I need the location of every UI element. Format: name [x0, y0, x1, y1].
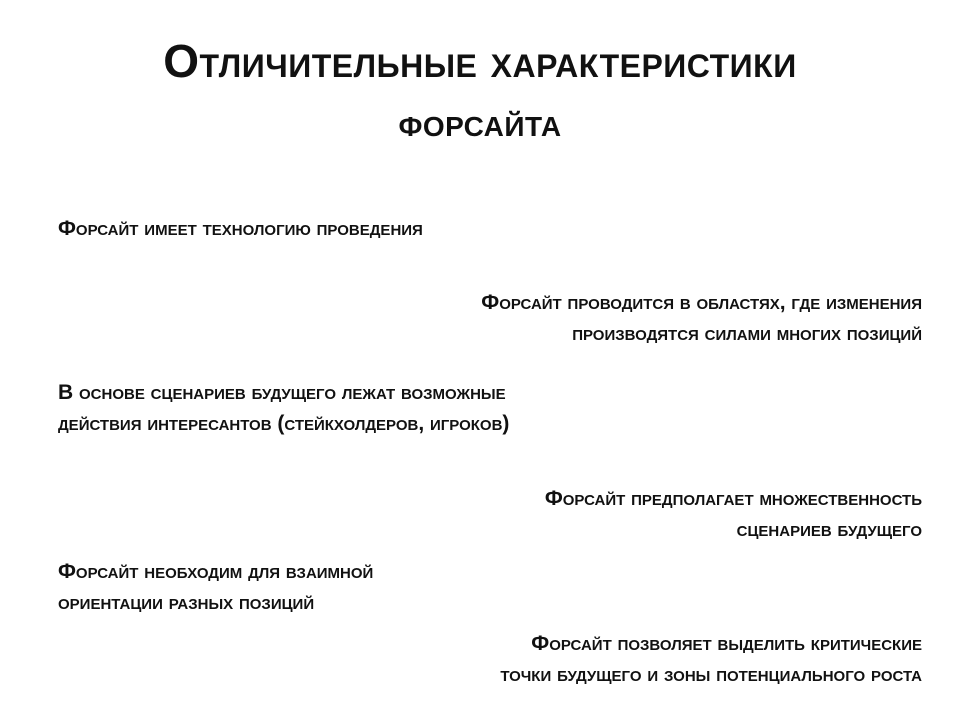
slide-title-line-1: Отличительные характеристики: [163, 35, 797, 87]
point-areas-of-change-line-1: Форсайт проводится в областях, где изменения: [481, 291, 922, 314]
point-stakeholder-actions-line-2: действия интересантов (стейкхолдеров, игроков): [58, 412, 510, 435]
point-multiple-scenarios-line-2: сценариев будущего: [736, 518, 922, 541]
point-mutual-orientation-line-1: Форсайт необходим для взаимной: [58, 560, 374, 583]
point-areas-of-change-line-2: производятся силами многих позиций: [572, 322, 922, 345]
point-multiple-scenarios: [545, 483, 922, 545]
point-technology-line-1: Форсайт имеет технологию проведения: [58, 217, 423, 240]
point-multiple-scenarios-line-1: Форсайт предполагает множественность: [544, 487, 922, 510]
point-technology: [58, 213, 423, 244]
point-areas-of-change: [481, 287, 922, 349]
point-mutual-orientation: [58, 556, 373, 618]
point-critical-points: [500, 628, 922, 690]
point-stakeholder-actions-line-1: В основе сценариев будущего лежат возможные: [58, 381, 506, 404]
slide-title-line-2: форсайта: [398, 101, 562, 145]
point-mutual-orientation-line-2: ориентации разных позиций: [58, 591, 315, 614]
point-critical-points-line-2: точки будущего и зоны потенциального роста: [500, 663, 922, 686]
point-critical-points-line-1: Форсайт позволяет выделить критические: [531, 632, 922, 655]
point-stakeholder-actions: [58, 377, 509, 439]
